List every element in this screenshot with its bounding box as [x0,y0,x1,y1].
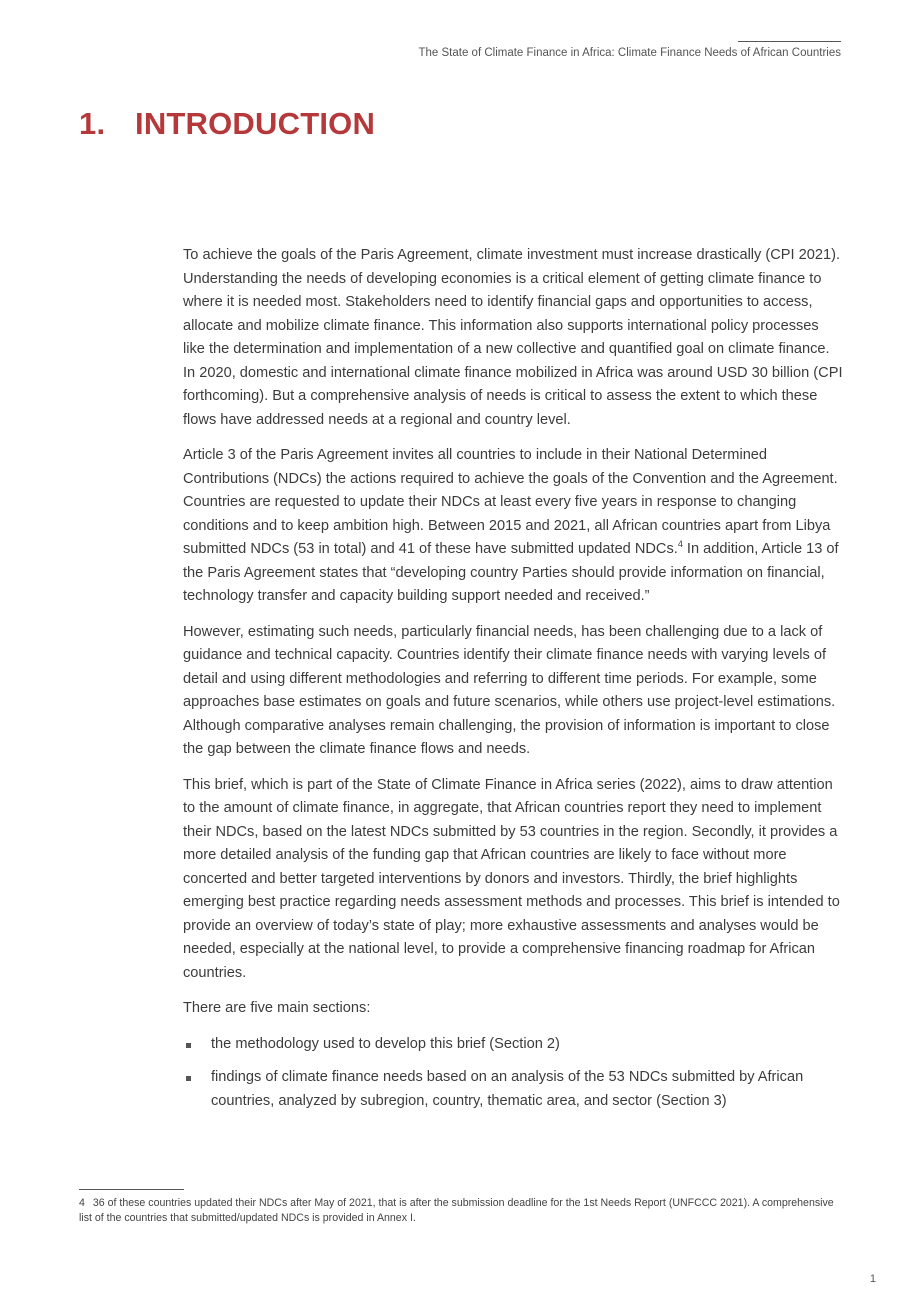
paragraph-1: To achieve the goals of the Paris Agreement, climate investment must increase drastically (CPI 2021). Understanding the needs of developing economies is a critical element of getting climate finance to where it is needed most. Stakeholders need to identify financial gaps and opportunities to access, allocate and mobilize climate finance. This information also supports international policy processes like the determination and implementation of a new collective and quantified goal on climate finance. In 2020, domestic and international climate finance mobilized in Africa was around USD 30 billion (CPI forthcoming). But a comprehensive analysis of needs is critical to assess the extent to which these flows have addressed needs at a regional and country level. [183,247,843,428]
paragraph-5: There are five main sections: [183,1000,371,1016]
footnote-ref-4[interactable]: 4 [677,539,683,550]
list-item-text: the methodology used to develop this brief (Section 2) [211,1035,560,1052]
footnote-text: 36 of these countries updated their NDCs after May of 2021, that is after the submission deadline for the 1st Needs Report (UNFCCC 2021). A comprehensive list of the countries that submitted/updated NDCs is provided in Annex I. [79,1197,834,1224]
list-item-text: findings of climate finance needs based on an analysis of the 53 NDCs submitted by African countries, analyzed by subregion, country, thematic area, and sector (Section 3) [211,1069,804,1109]
footnote-number: 4 [79,1197,85,1209]
paragraph-2-part-a: Article 3 of the Paris Agreement invites all countries to include in their National Determined Contributions (NDCs) the actions required to achieve the goals of the Convention and the Agreement. Countries are requested to update their NDCs at least every five years in response to changing conditions and to keep ambition high. Between 2015 and 2021, all African countries apart from Libya submitted NDCs (53 in total) and 41 of these have submitted updated NDCs. [183,447,838,557]
footnote [79,1196,849,1226]
paragraph-2-part-b: In addition, Article 13 of the Paris Agreement states that “developing country Parties should provide information on financial, technology transfer and capacity building support needed and received.” [183,541,839,604]
bullet-square-icon [186,1043,191,1048]
chapter-title-text: INTRODUCTION [135,106,376,141]
footnote-rule [79,1189,184,1190]
paragraph-2 [183,444,843,609]
running-header: The State of Climate Finance in Africa: Climate Finance Needs of African Countries [418,47,841,59]
chapter-number: 1. [79,106,106,141]
list-item [183,1033,843,1057]
page-number: 1 [869,1273,876,1285]
paragraph-4: This brief, which is part of the State of Climate Finance in Africa series (2022), aims to draw attention to the amount of climate finance, in aggregate, that African countries report they need to implement their NDCs, based on the latest NDCs submitted by 53 countries in the region. Secondly, it provides a more detailed analysis of the funding gap that African countries are likely to face without more concerted and better targeted interventions by donors and investors. Thirdly, the brief highlights emerging best practice regarding needs assessment methods and processes. This brief is intended to provide an overview of today’s state of play; more exhaustive assessments and analyses would be needed, especially at the national level, to provide a comprehensive financing roadmap for African countries. [183,776,840,981]
bullet-square-icon [186,1076,191,1081]
header-rule [738,41,841,42]
body-text [183,244,843,1123]
list-item [183,1066,843,1113]
paragraph-3: However, estimating such needs, particularly financial needs, has been challenging due to a lack of guidance and technical capacity. Countries identify their climate finance needs with varying levels of detail and using different methodologies and referring to different time periods. For example, some approaches base estimates on goals and future scenarios, while others use project-level estimations. Although comparative analyses remain challenging, the provision of information is important to close the gap between the climate finance flows and needs. [183,623,836,757]
chapter-title [79,106,375,142]
section-list [183,1033,843,1114]
